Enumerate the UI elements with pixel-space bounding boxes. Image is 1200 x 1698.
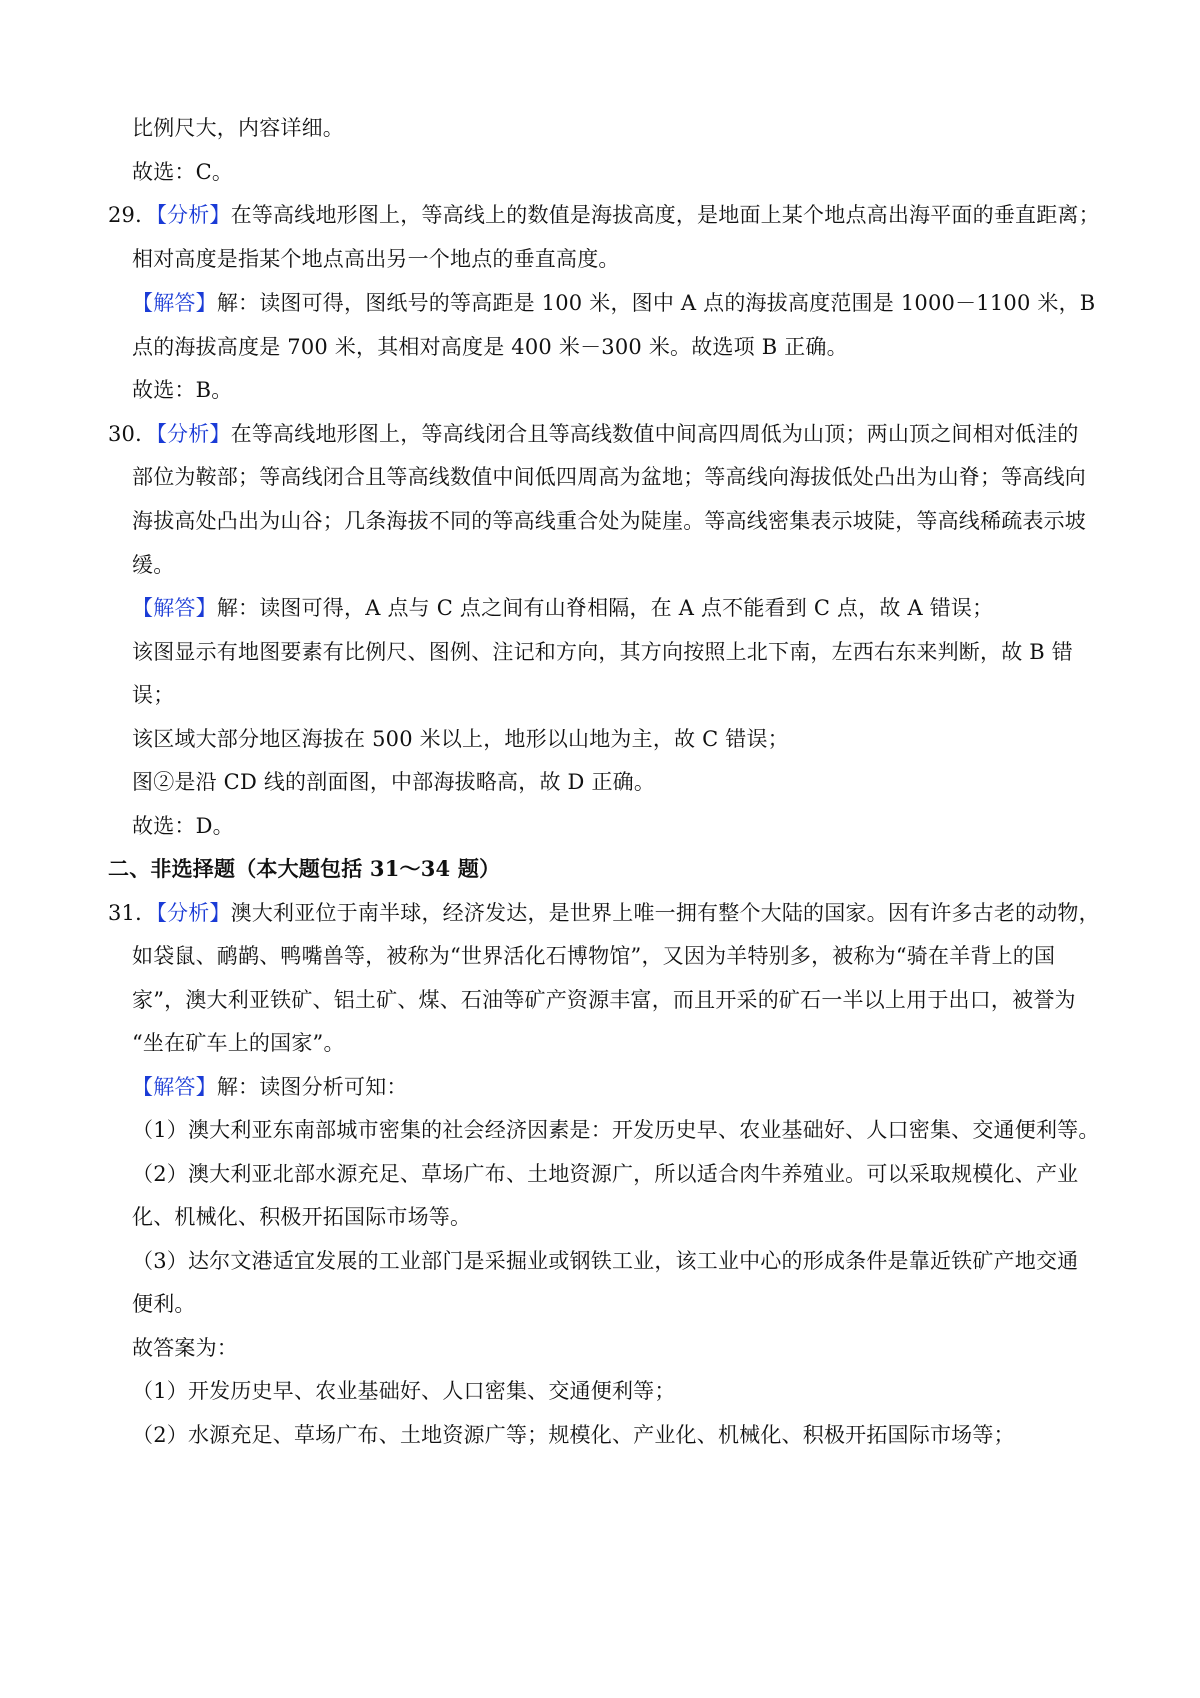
answer-tag: 【解答】 [132, 291, 217, 315]
q30-answer-line: 图②是沿 CD 线的剖面图，中部海拔略高，故 D 正确。 [132, 770, 656, 794]
q29-analysis-line: 相对高度是指某个地点高出另一个地点的垂直高度。 [132, 247, 620, 271]
q29-answer-text: 解：读图可得，图纸号的等高距是 100 米，图中 A 点的海拔高度范围是 1000－1100 米，B [216, 291, 1096, 315]
analysis-tag: 【分析】 [156, 422, 231, 446]
q30-choice: 故选：D。 [132, 814, 234, 838]
analysis-tag: 【分析】 [156, 203, 231, 227]
question-number: 30． [108, 422, 157, 446]
q30-analysis-line [108, 419, 1079, 449]
q30-answer-text: 解：读图可得，A 点与 C 点之间有山脊相隔，在 A 点不能看到 C 点，故 A 错误； [216, 596, 994, 620]
q31-item-3-continued: 便利。 [132, 1292, 196, 1316]
q31-analysis-text: 澳大利亚位于南半球，经济发达，是世界上唯一拥有整个大陆的国家。因有许多古老的动物， [230, 901, 1100, 925]
q31-answer-intro: 解：读图分析可知： [216, 1075, 408, 1099]
q31-analysis-line: 家”，澳大利亚铁矿、铝土矿、煤、石油等矿产资源丰富，而且开采的矿石一半以上用于出口，被誉为 [132, 988, 1076, 1012]
q30-answer-line: 该区域大部分地区海拔在 500 米以上，地形以山地为主，故 C 错误； [132, 727, 789, 751]
q28-text-line: 比例尺大，内容详细。 [132, 116, 344, 140]
q29-answer-line [132, 288, 1095, 318]
q29-choice: 故选：B。 [132, 378, 233, 402]
q31-item-3: （3）达尔文港适宜发展的工业部门是采掘业或钢铁工业，该工业中心的形成条件是靠近铁矿产地交通 [132, 1249, 1079, 1273]
q28-choice: 故选：C。 [132, 160, 234, 184]
q30-answer-line: 误； [132, 683, 175, 707]
q29-analysis-text: 在等高线地形图上，等高线上的数值是海拔高度，是地面上某个地点高出海平面的垂直距离； [230, 203, 1100, 227]
q30-analysis-line: 部位为鞍部；等高线闭合且等高线数值中间低四周高为盆地；等高线向海拔低处凸出为山脊；等高线向 [132, 465, 1086, 489]
q29-analysis-line [108, 200, 1100, 230]
q31-final-2: （2）水源充足、草场广布、土地资源广等；规模化、产业化、机械化、积极开拓国际市场等； [132, 1423, 1015, 1447]
q31-item-2: （2）澳大利亚北部水源充足、草场广布、土地资源广，所以适合肉牛养殖业。可以采取规模化、产业 [132, 1162, 1079, 1186]
analysis-tag: 【分析】 [156, 901, 231, 925]
answer-tag: 【解答】 [132, 596, 217, 620]
q30-answer-line: 该图显示有地图要素有比例尺、图例、注记和方向，其方向按照上北下南，左西右东来判断，故 B 错 [132, 640, 1073, 664]
q31-item-1: （1）澳大利亚东南部城市密集的社会经济因素是：开发历史早、农业基础好、人口密集、交通便利等。 [132, 1118, 1100, 1142]
q30-answer-line [132, 593, 993, 623]
section-heading: 二、非选择题（本大题包括 31～34 题） [108, 856, 501, 881]
q30-analysis-line: 海拔高处凸出为山谷；几条海拔不同的等高线重合处为陡崖。等高线密集表示坡陡，等高线稀疏表示坡 [132, 509, 1086, 533]
q31-analysis-line [108, 898, 1100, 928]
q31-item-2-continued: 化、机械化、积极开拓国际市场等。 [132, 1205, 472, 1229]
q30-analysis-text: 在等高线地形图上，等高线闭合且等高线数值中间高四周低为山顶；两山顶之间相对低洼的 [230, 422, 1079, 446]
q31-final-1: （1）开发历史早、农业基础好、人口密集、交通便利等； [132, 1379, 676, 1403]
q31-analysis-line: 如袋鼠、鸸鹋、鸭嘴兽等，被称为“世界活化石博物馆”，又因为羊特别多，被称为“骑在羊背上的国 [132, 944, 1056, 968]
answer-tag: 【解答】 [132, 1075, 217, 1099]
q29-answer-line: 点的海拔高度是 700 米，其相对高度是 400 米－300 米。故选项 B 正确。 [132, 335, 848, 359]
q31-answer-line [132, 1072, 408, 1102]
q30-analysis-line: 缓。 [132, 553, 175, 577]
question-number: 29． [108, 203, 157, 227]
q31-analysis-line: “坐在矿车上的国家”。 [132, 1031, 345, 1055]
q31-final-label: 故答案为： [132, 1336, 238, 1360]
question-number: 31． [108, 901, 157, 925]
